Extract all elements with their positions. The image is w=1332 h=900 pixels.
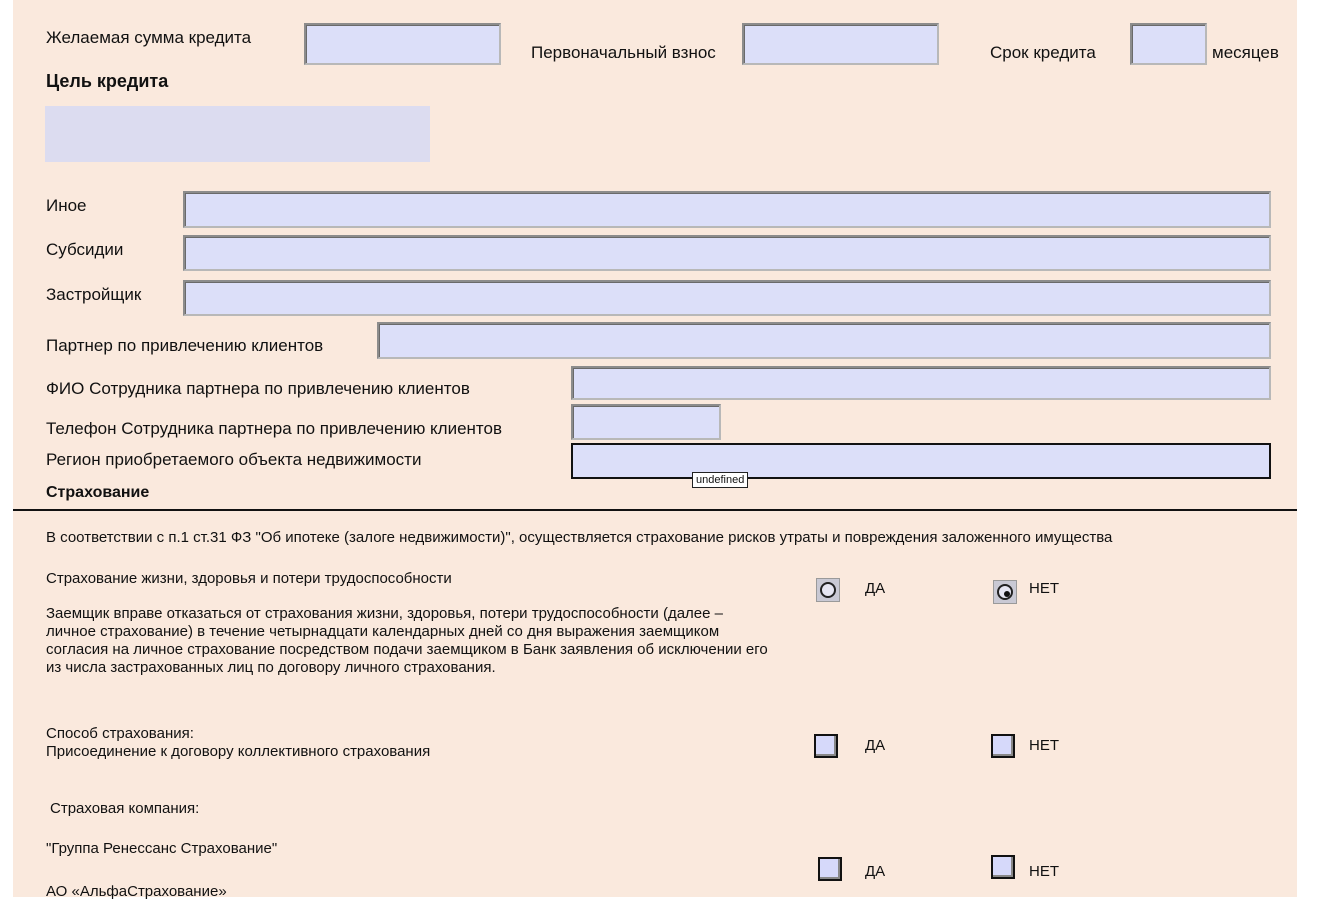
partner-input[interactable] [377, 322, 1271, 359]
section-divider [13, 509, 1297, 511]
life-insurance-yes-label: ДА [865, 580, 886, 597]
other-label: Иное [46, 196, 87, 215]
loan-amount-label: Желаемая сумма кредита [46, 28, 252, 47]
partner-label: Партнер по привлечению клиентов [46, 336, 324, 355]
loan-purpose-heading: Цель кредита [46, 71, 169, 91]
company-yes-label: ДА [865, 863, 886, 880]
partner-phone-input[interactable] [571, 404, 721, 440]
loan-term-unit: месяцев [1212, 43, 1279, 62]
insurance-company-2: АО «АльфаСтрахование» [46, 883, 227, 900]
region-label: Регион приобретаемого объекта недвижимости [46, 450, 422, 469]
method-yes-label: ДА [865, 737, 886, 754]
insurance-company-label: Страховая компания: [50, 800, 200, 817]
life-insurance-no-label: НЕТ [1029, 580, 1059, 597]
insurance-company-1: "Группа Ренессанс Страхование" [46, 840, 278, 857]
other-input[interactable] [183, 191, 1271, 228]
down-payment-input[interactable] [742, 23, 939, 65]
partner-employee-input[interactable] [571, 366, 1271, 400]
method-no-label: НЕТ [1029, 737, 1059, 754]
life-insurance-label: Страхование жизни, здоровья и потери трудоспособности [46, 570, 452, 587]
subsidy-label: Субсидии [46, 240, 124, 259]
partner-phone-label: Телефон Сотрудника партнера по привлечению клиентов [46, 419, 503, 438]
loan-amount-input[interactable] [304, 23, 501, 65]
life-insurance-no-radio[interactable] [993, 580, 1017, 604]
refusal-text: Заемщик вправе отказаться от страхования жизни, здоровья, потери трудоспособности (далее – личное страхование) в течение четырнадцати календарных дней со дня выражения заемщиком согласия на личное страхование посредством подачи заемщиком в Банк заявления об исключении его из числа застрахованных лиц по договору личного страхования. [46, 605, 768, 676]
developer-input[interactable] [183, 280, 1271, 316]
region-input[interactable] [571, 443, 1271, 479]
company-no-label: НЕТ [1029, 863, 1059, 880]
loan-purpose-select[interactable] [45, 106, 430, 162]
company-yes-checkbox[interactable] [818, 857, 842, 881]
insurance-method-label: Способ страхования: [46, 725, 194, 742]
life-insurance-yes-radio[interactable] [816, 578, 840, 602]
down-payment-label: Первоначальный взнос [531, 43, 716, 62]
insurance-method-value: Присоединение к договору коллективного страхования [46, 743, 431, 760]
method-yes-checkbox[interactable] [814, 734, 838, 758]
region-tooltip: undefined [692, 472, 748, 488]
partner-employee-label: ФИО Сотрудника партнера по привлечению клиентов [46, 379, 470, 398]
company-no-checkbox[interactable] [991, 855, 1015, 879]
loan-term-label: Срок кредита [990, 43, 1096, 62]
developer-label: Застройщик [46, 285, 142, 304]
loan-term-input[interactable] [1130, 23, 1207, 65]
method-no-checkbox[interactable] [991, 734, 1015, 758]
insurance-heading: Страхование [46, 484, 150, 501]
insurance-law-text: В соответствии с п.1 ст.31 ФЗ "Об ипотеке (залоге недвижимости)", осуществляется страхование рисков утраты и повреждения заложенного имущества [46, 529, 1113, 546]
subsidy-input[interactable] [183, 235, 1271, 271]
